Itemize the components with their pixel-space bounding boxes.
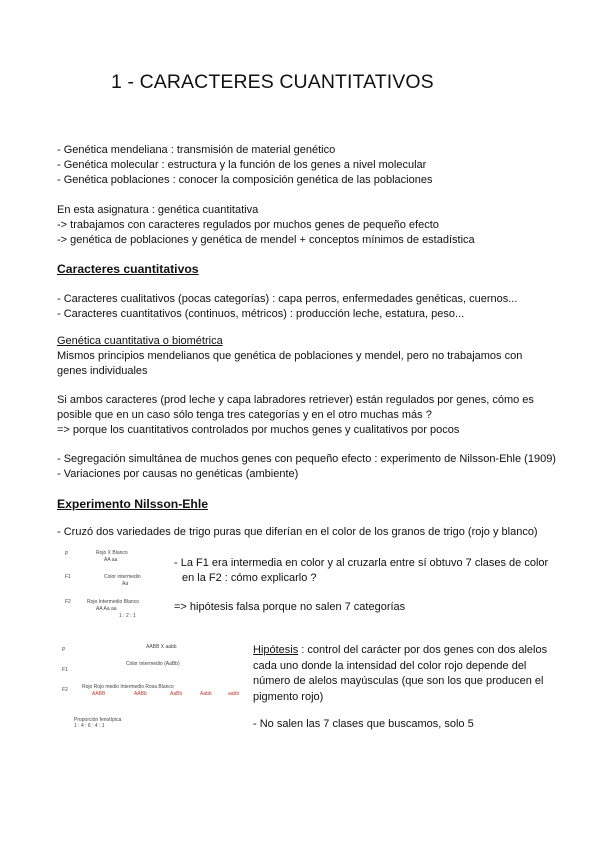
intro-line-3: - Genética poblaciones : conocer la composición genética de las poblaciones xyxy=(57,174,433,186)
fig2-genotype-2: AABb xyxy=(134,691,147,697)
intro-line-2: - Genética molecular : estructura y la función de los genes a nivel molecular xyxy=(57,159,427,171)
cualitativos-line: - Caracteres cualitativos (pocas categorías) : capa perros, enfermedades genéticas, cuernos... xyxy=(57,293,518,305)
f1-line-1: - La F1 era intermedia en color y al cruzarla entre sí obtuvo 7 clases de color xyxy=(174,557,549,569)
cuantitativos-line: - Caracteres cuantitativos (continuos, métricos) : producción leche, estatura, peso... xyxy=(57,308,465,320)
fig1-p-label: P xyxy=(65,551,69,557)
fig2-genotype-4: Aabb xyxy=(200,691,212,697)
para2-line-1: Si ambos caracteres (prod leche y capa labradores retriever) están regulados por genes, cómo es xyxy=(57,394,534,406)
hipotesis-text-2: cada uno donde la intensidad del color rojo depende del xyxy=(253,659,527,672)
fig1-f1-label: F1 xyxy=(65,574,71,580)
fig2-f1-label: F1 xyxy=(62,667,68,673)
fig2-foot-ratio: 1 : 4 : 6 : 4 : 1 xyxy=(74,723,105,729)
fig1-p-genotypes: AA aa xyxy=(104,557,118,563)
fig2-foot-label: Proporción fenotípica xyxy=(74,717,122,723)
fig1-f2-text: Rojo Intermedio Blanco xyxy=(87,599,139,605)
fig2-genotype-3: AaBb xyxy=(170,691,183,697)
hipotesis-text-1: : control del carácter por dos genes con dos alelos xyxy=(298,644,548,656)
fig1-f1-text: Color intermedio xyxy=(104,574,141,580)
para2-line-3: => porque los cuantitativos controlados por muchos genes y cualitativos por pocos xyxy=(57,424,460,436)
hipotesis-block xyxy=(253,643,553,705)
fig1-f2-genotypes: AA Aa aa xyxy=(96,606,117,612)
para1-line-1: Mismos principios mendelianos que genética de poblaciones y mendel, pero no trabajamos con xyxy=(57,350,523,362)
subheading-biometrica: Genética cuantitativa o biométrica xyxy=(57,335,223,347)
hipotesis-text-3: número de alelos mayúsculas (que son los que producen el xyxy=(253,675,544,687)
para1-line-2: genes individuales xyxy=(57,365,148,377)
fig2-genotype-5: aabb xyxy=(228,691,240,697)
asignatura-line-2: -> trabajamos con caracteres regulados por muchos genes de pequeño efecto xyxy=(57,219,439,231)
page-title: 1 - CARACTERES CUANTITATIVOS xyxy=(111,71,434,93)
section-heading-nilsson: Experimento Nilsson-Ehle xyxy=(57,497,209,511)
hipotesis-falsa-line: => hipótesis falsa porque no salen 7 categorías xyxy=(174,601,406,613)
f1-line-2: en la F2 : cómo explicarlo ? xyxy=(182,572,317,584)
fig1-p-cross: Rojo X Blanco xyxy=(96,550,128,556)
cruzo-line: - Cruzó dos variedades de trigo puras que diferían en el color de los granos de trigo (rojo y blanco) xyxy=(57,526,538,538)
hipotesis-text-4: pigmento rojo) xyxy=(253,690,324,703)
fig2-f2-label: F2 xyxy=(62,687,68,693)
para2-line-2: posible que en un caso sólo tenga tres categorías y en el otro muchas más ? xyxy=(57,409,432,421)
fig2-p-cross: AABB X aabb xyxy=(146,644,177,650)
section-heading-caracteres: Caracteres cuantitativos xyxy=(57,262,199,276)
fig2-p-label: P xyxy=(62,647,66,653)
fig2-genotype-1: AABB xyxy=(92,691,106,697)
ambiente-line: - Variaciones por causas no genéticas (ambiente) xyxy=(57,468,299,480)
figure-monohibrido xyxy=(62,548,172,628)
no-salen-line: - No salen las 7 clases que buscamos, solo 5 xyxy=(253,718,474,730)
figure-dihibrido xyxy=(58,640,248,735)
fig1-f2-ratio: 1 : 2 : 1 xyxy=(119,613,136,619)
hipotesis-label: Hipótesis xyxy=(253,644,299,656)
asignatura-line-3: -> genética de poblaciones y genética de mendel + conceptos mínimos de estadística xyxy=(57,234,475,246)
fig1-f1-genotype: Aa xyxy=(122,581,129,587)
asignatura-line-1: En esta asignatura : genética cuantitativa xyxy=(57,204,259,216)
intro-line-1: - Genética mendeliana : transmisión de material genético xyxy=(57,144,336,156)
segregacion-line: - Segregación simultánea de muchos genes con pequeño efecto : experimento de Nilsson-Ehle (1909) xyxy=(57,453,556,465)
fig2-f2-phenotypes: Rojo Rojo medio Intermedio Rosa Blanco xyxy=(82,684,174,690)
fig1-f2-label: F2 xyxy=(65,599,71,605)
fig2-f1-text: Color intermedio (AaBb) xyxy=(126,661,180,667)
